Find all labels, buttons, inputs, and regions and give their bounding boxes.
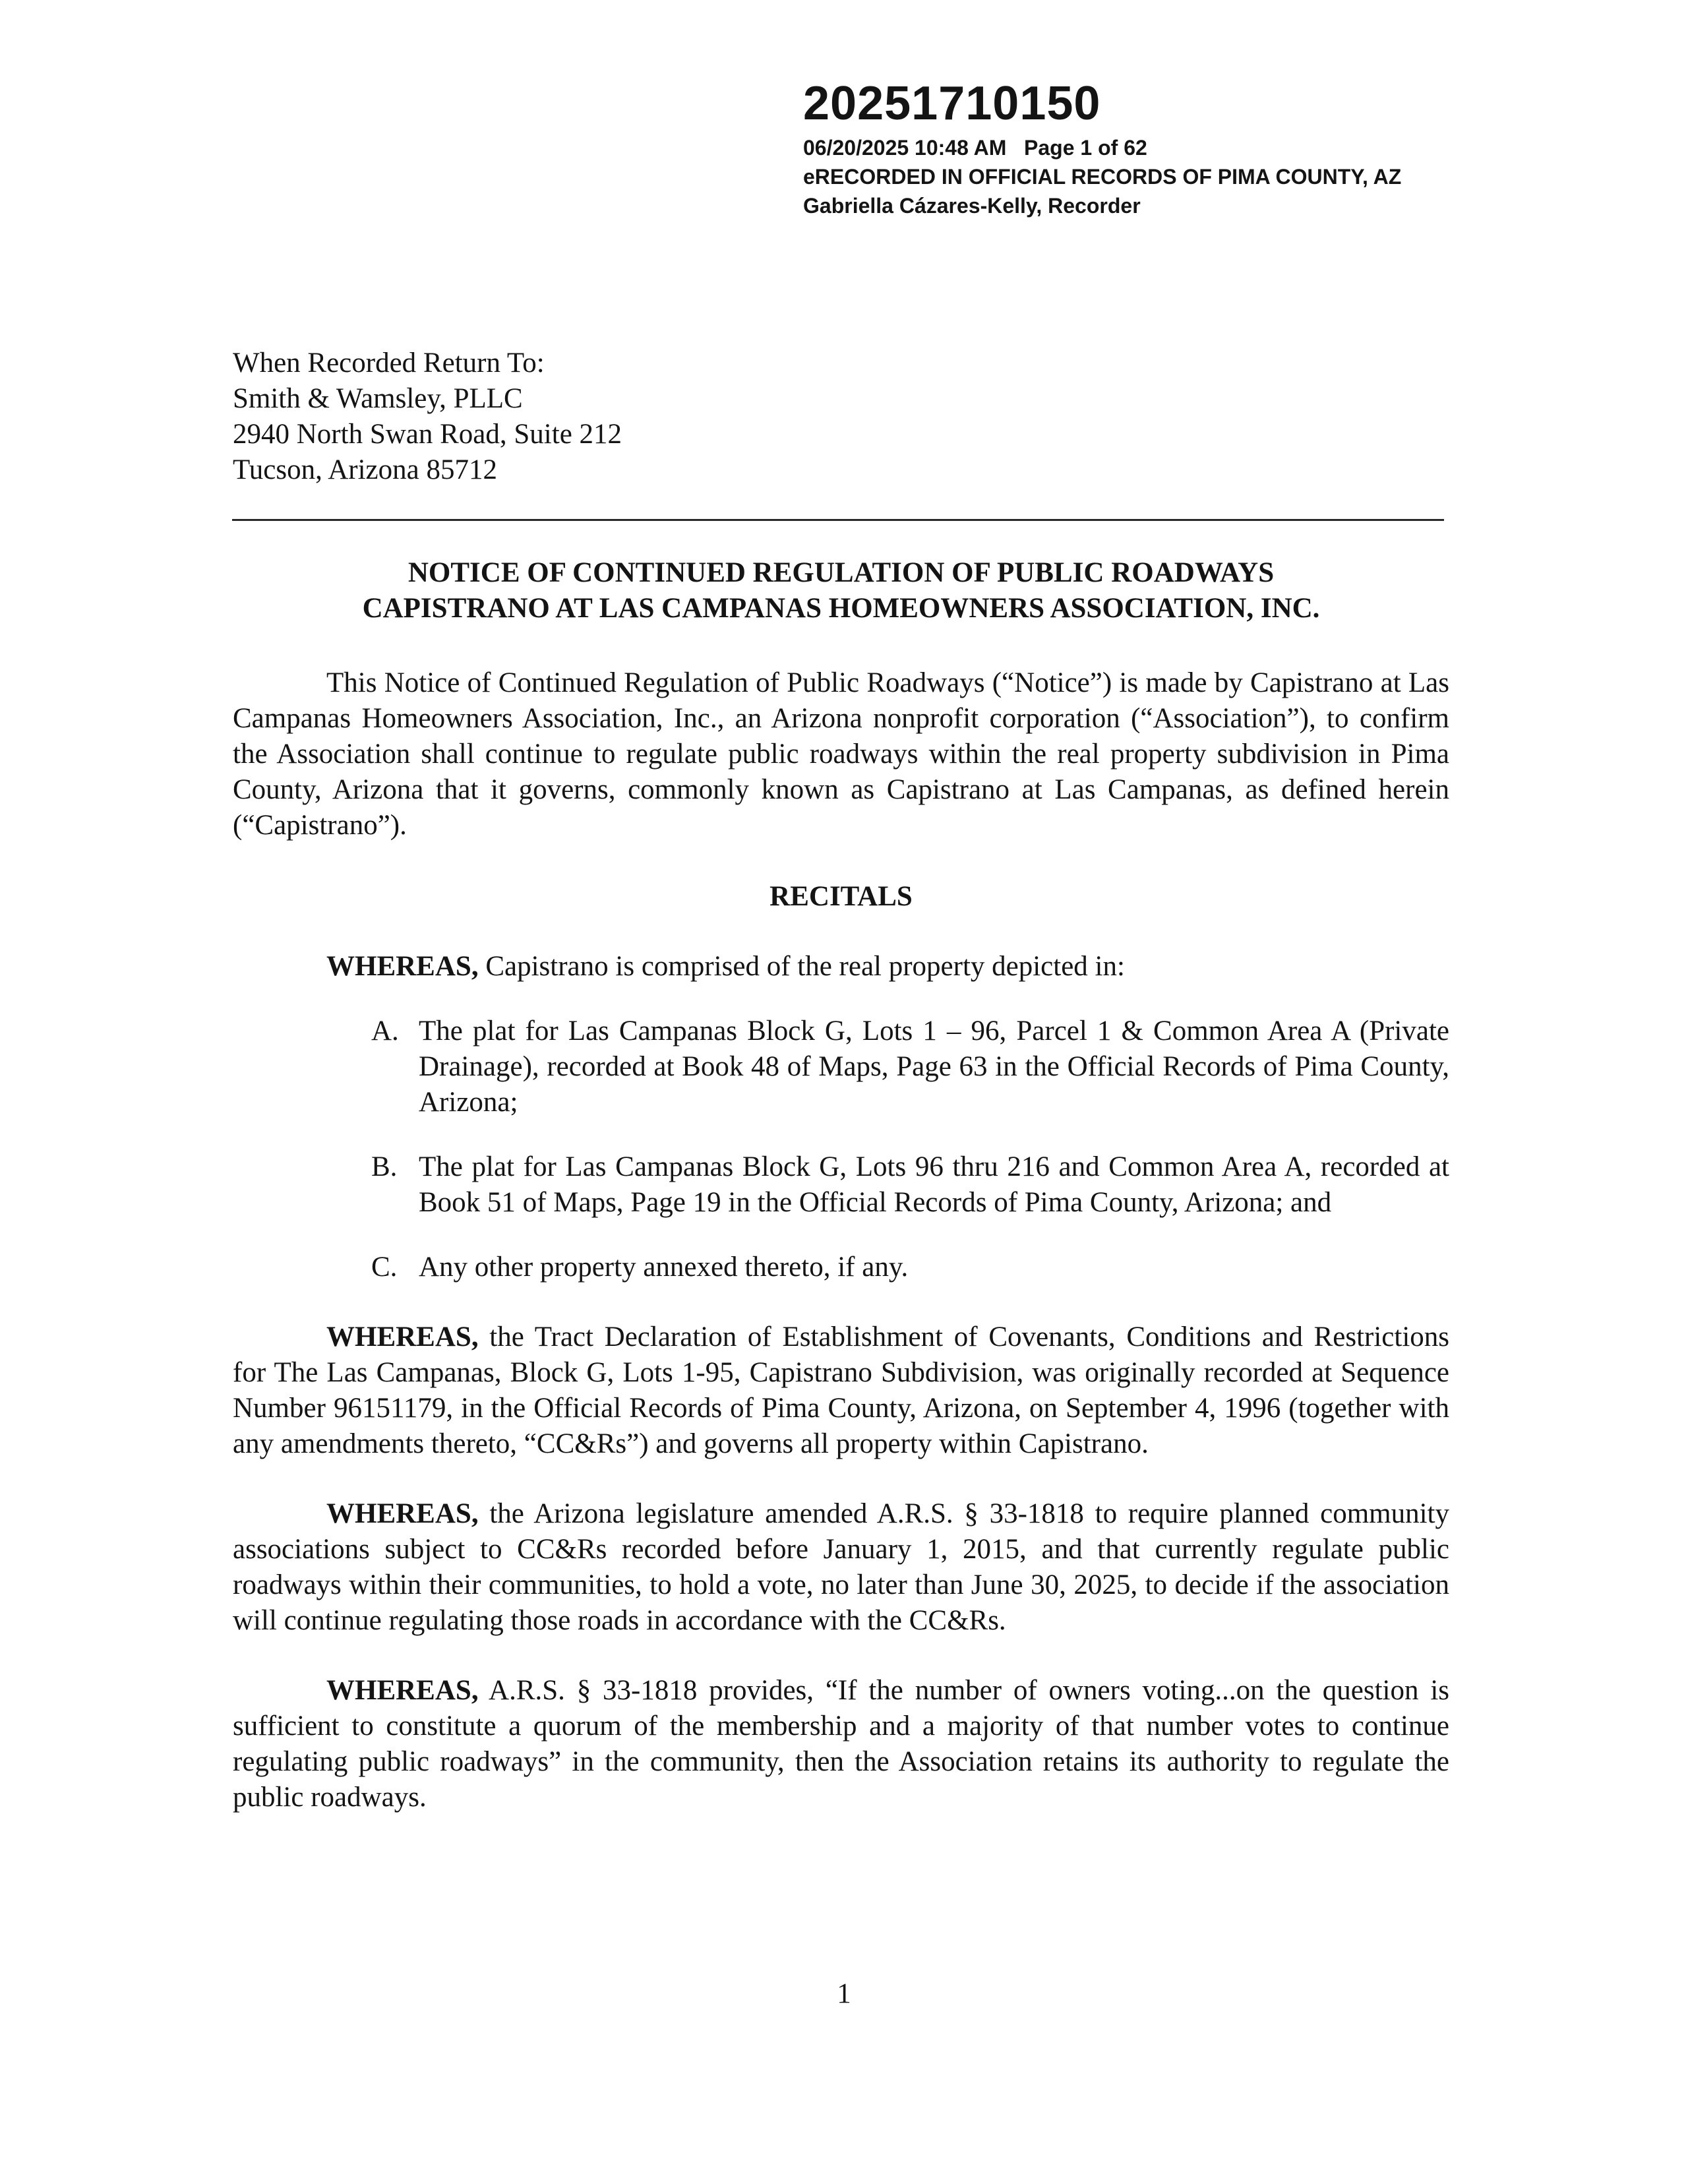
document-title <box>233 555 1449 626</box>
intro-paragraph: This Notice of Continued Regulation of Public Roadways (“Notice”) is made by Capistrano at Las Campanas Homeowners Association, Inc., an Arizona nonprofit corporation (“Association”), to confirm the Association shall continue to regulate public roadways within the real property subdivision in Pima County, Arizona that it governs, commonly known as Capistrano at Las Campanas, as defined herein (“Capistrano”). <box>233 667 1449 841</box>
whereas-paragraph-3 <box>233 1496 1449 1639</box>
recording-datetime: 06/20/2025 10:48 AM Page 1 of 62 <box>803 136 1147 160</box>
list-letter: B. <box>371 1151 398 1182</box>
recitals-heading: RECITALS <box>769 881 913 912</box>
whereas-lead: WHEREAS, <box>326 951 479 982</box>
return-address <box>233 346 622 488</box>
divider-rule <box>232 519 1444 521</box>
recording-stamp <box>803 74 1401 220</box>
recorded-line: eRECORDED IN OFFICIAL RECORDS OF PIMA COUNTY, AZ <box>803 165 1402 189</box>
list-letter: C. <box>371 1252 398 1283</box>
list-text: The plat for Las Campanas Block G, Lots 1 – 96, Parcel 1 & Common Area A (Private Drainage), recorded at Book 48 of Maps, Page 63 in the Official Records of Pima County, Arizona; <box>419 1016 1449 1118</box>
document-body <box>233 665 1449 1815</box>
whereas-paragraph-1 <box>233 949 1449 985</box>
page-number: 1 <box>837 1978 851 2009</box>
document-number: 20251710150 <box>803 77 1101 130</box>
title-line-2: CAPISTRANO AT LAS CAMPANAS HOMEOWNERS ASSOCIATION, INC. <box>362 593 1320 624</box>
return-city: Tucson, Arizona 85712 <box>233 454 497 485</box>
return-street: 2940 North Swan Road, Suite 212 <box>233 419 622 450</box>
whereas-text: the Tract Declaration of Establishment of Covenants, Conditions and Restrictions for The Las Campanas, Block G, Lots 1-95, Capistrano Subdivision, was originally recorded at Sequence Number 96151179, in the Official Records of Pima County, Arizona, on September 4, 1996 (together with any amendments thereto, “CC&Rs”) and governs all property within Capistrano. <box>233 1321 1449 1459</box>
whereas-text: A.R.S. § 33-1818 provides, “If the number of owners voting...on the question is sufficient to constitute a quorum of the membership and a majority of that number votes to continue regulating public roadways” in the community, then the Association retains its authority to regulate the public roadways. <box>233 1675 1449 1813</box>
return-heading: When Recorded Return To: <box>233 348 545 379</box>
list-item <box>233 1149 1449 1221</box>
whereas-lead: WHEREAS, <box>326 1321 479 1352</box>
list-letter: A. <box>371 1016 399 1046</box>
recorder-line: Gabriella Cázares-Kelly, Recorder <box>803 194 1141 218</box>
whereas-lead: WHEREAS, <box>326 1498 479 1529</box>
list-text: Any other property annexed thereto, if any. <box>419 1252 909 1283</box>
whereas-text: the Arizona legislature amended A.R.S. § 33-1818 to require planned community associations subject to CC&Rs recorded before January 1, 2015, and that currently regulate public roadways within their communities, to hold a vote, no later than June 30, 2025, to decide if the association will continue regulating those roads in accordance with the CC&Rs. <box>233 1498 1449 1636</box>
return-name: Smith & Wamsley, PLLC <box>233 383 523 414</box>
whereas-paragraph-4 <box>233 1673 1449 1815</box>
list-text: The plat for Las Campanas Block G, Lots 96 thru 216 and Common Area A, recorded at Book 51 of Maps, Page 19 in the Official Records of Pima County, Arizona; and <box>419 1151 1449 1218</box>
list-item <box>233 1250 1449 1285</box>
list-item <box>233 1014 1449 1120</box>
title-line-1: NOTICE OF CONTINUED REGULATION OF PUBLIC ROADWAYS <box>407 557 1275 588</box>
whereas-lead: WHEREAS, <box>326 1675 479 1706</box>
whereas-text: Capistrano is comprised of the real property depicted in: <box>478 951 1125 982</box>
whereas-paragraph-2 <box>233 1320 1449 1462</box>
